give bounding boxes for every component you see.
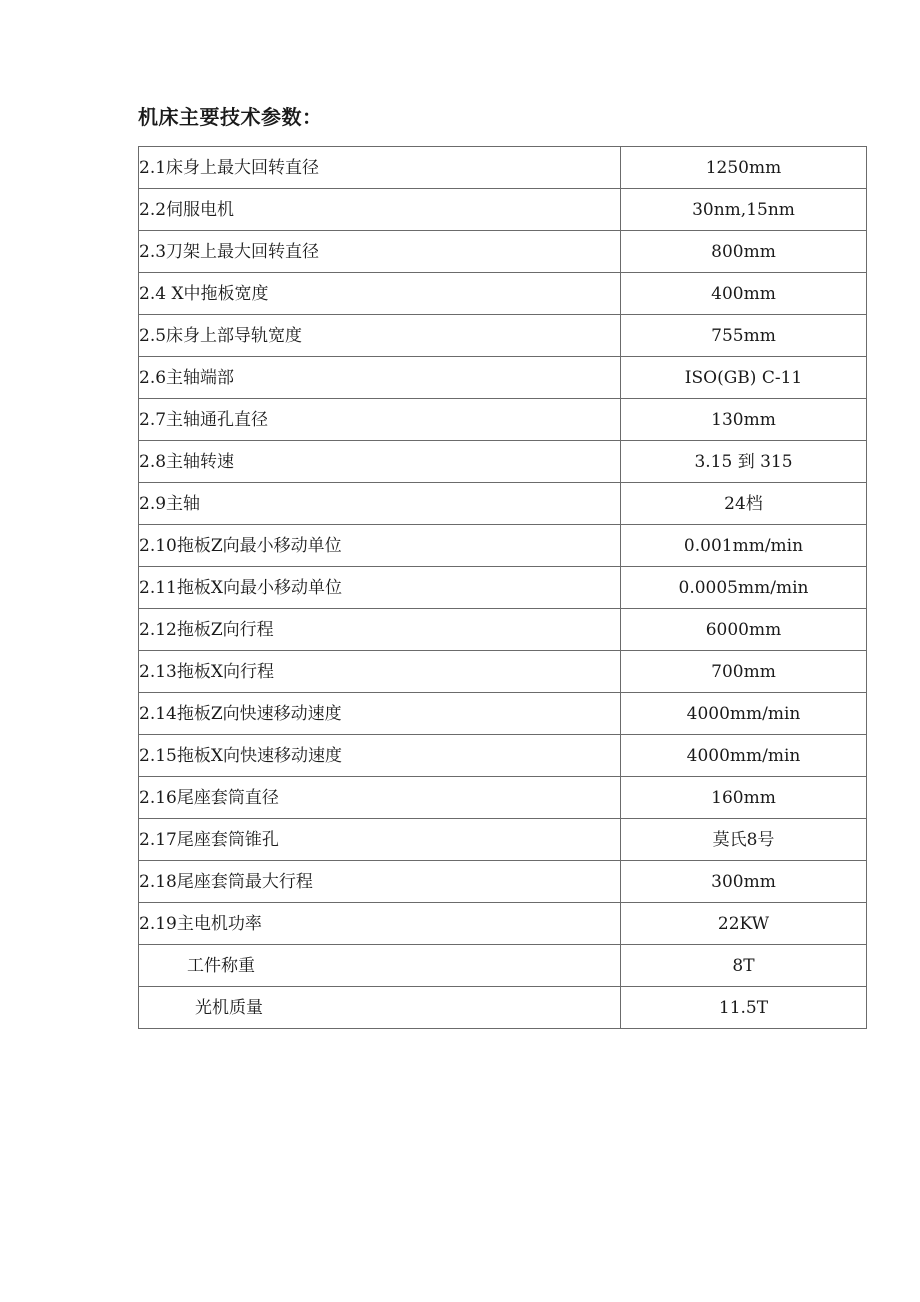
table-row [139,987,867,1029]
param-name: 2.16尾座套筒直径 [139,777,621,819]
param-value: 0.001mm/min [621,525,867,567]
param-name: 2.8主轴转速 [139,441,621,483]
param-name: 2.13拖板X向行程 [139,651,621,693]
param-name: 2.19主电机功率 [139,903,621,945]
document-title: 机床主要技术参数： [138,105,323,129]
table-row [139,861,867,903]
param-value: 8T [621,945,867,987]
table-row [139,231,867,273]
table-row [139,819,867,861]
table-row [139,567,867,609]
param-value: 24档 [621,483,867,525]
param-value: 30nm,15nm [621,189,867,231]
param-name: 2.14拖板Z向快速移动速度 [139,693,621,735]
param-name: 2.17尾座套筒锥孔 [139,819,621,861]
param-value: 莫氏8号 [621,819,867,861]
param-value: 130mm [621,399,867,441]
param-name: 2.5床身上部导轨宽度 [139,315,621,357]
param-value: 0.0005mm/min [621,567,867,609]
table-row [139,441,867,483]
param-name: 光机质量 [139,987,621,1029]
table-row [139,273,867,315]
param-name: 2.7主轴通孔直径 [139,399,621,441]
table-row [139,483,867,525]
param-value: 22KW [621,903,867,945]
param-value: 3.15 到 315 [621,441,867,483]
param-name: 2.10拖板Z向最小移动单位 [139,525,621,567]
param-value: 400mm [621,273,867,315]
param-name: 2.15拖板X向快速移动速度 [139,735,621,777]
table-row [139,147,867,189]
param-name: 2.3刀架上最大回转直径 [139,231,621,273]
param-name: 2.6主轴端部 [139,357,621,399]
table-row [139,399,867,441]
param-name: 2.4 X中拖板宽度 [139,273,621,315]
param-name: 工件称重 [139,945,621,987]
param-name: 2.18尾座套筒最大行程 [139,861,621,903]
table-row [139,609,867,651]
param-value: 11.5T [621,987,867,1029]
param-value: 4000mm/min [621,693,867,735]
param-value: 300mm [621,861,867,903]
table-row [139,735,867,777]
table-row [139,903,867,945]
spec-table [138,146,867,1029]
param-value: 4000mm/min [621,735,867,777]
table-row [139,189,867,231]
param-value: 160mm [621,777,867,819]
table-row [139,693,867,735]
param-value: 700mm [621,651,867,693]
table-row [139,357,867,399]
param-name: 2.2伺服电机 [139,189,621,231]
param-value: 800mm [621,231,867,273]
param-value: 1250mm [621,147,867,189]
param-name: 2.1床身上最大回转直径 [139,147,621,189]
param-name: 2.12拖板Z向行程 [139,609,621,651]
table-row [139,651,867,693]
param-value: 755mm [621,315,867,357]
table-row [139,945,867,987]
param-name: 2.11拖板X向最小移动单位 [139,567,621,609]
param-value: ISO(GB) C-11 [621,357,867,399]
param-value: 6000mm [621,609,867,651]
table-row [139,315,867,357]
table-row [139,525,867,567]
table-row [139,777,867,819]
param-name: 2.9主轴 [139,483,621,525]
